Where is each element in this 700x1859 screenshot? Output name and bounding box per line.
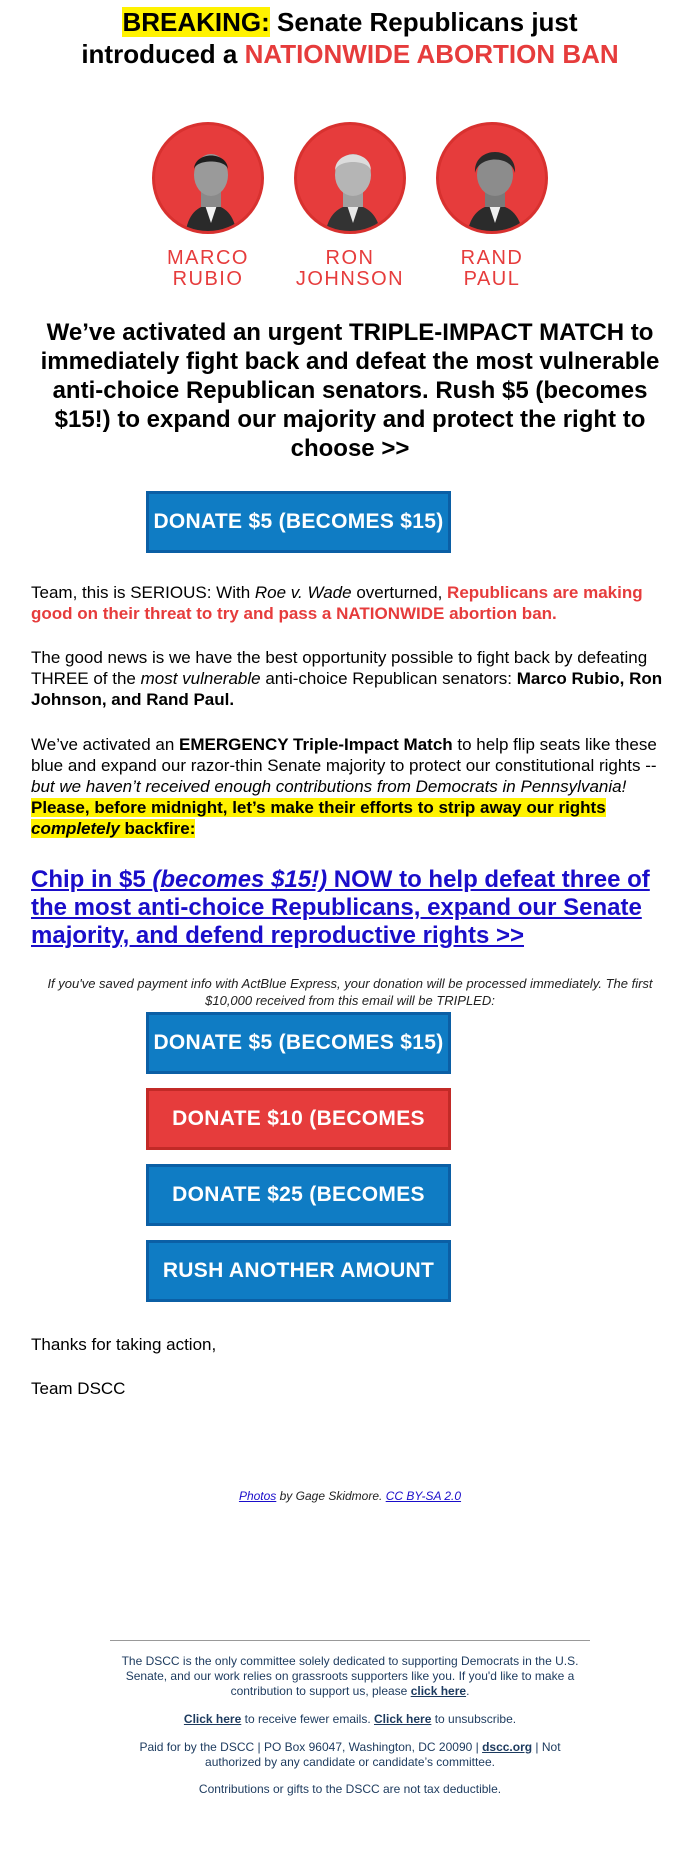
rubio-first-name: MARCO	[167, 247, 249, 269]
senator-rubio[interactable]	[148, 122, 268, 290]
roe-v-wade: Roe v. Wade	[254, 583, 352, 602]
paragraph-serious: Team, this is SERIOUS: With Roe v. Wade overturned, Republicans are making good on their threat to try and pass a NATIONWIDE abortion ban.	[31, 583, 643, 623]
highlighted-plea: Please, before midnight, let’s make their efforts to strip away our rights completely backfire:	[31, 798, 606, 838]
paul-first-name: RAND	[460, 247, 524, 269]
fewer-emails-link[interactable]: Click here	[183, 1712, 242, 1726]
donate-25-button[interactable]: DONATE $25 (BECOMES	[146, 1164, 451, 1226]
person-photo-icon	[439, 125, 548, 234]
paragraph-emergency: We’ve activated an EMERGENCY Triple-Impact Match to help flip seats like these blue and expand our razor-thin Senate majority to protect our constitutional rights -- but we haven’t received enough contributions from Democrats in Pennsylvania! Please, before midnight, let’s make their efforts to strip away our rights completely backfire:	[31, 735, 657, 838]
paragraph-opportunity: The good news is we have the best opportunity possible to fight back by defeating THREE of the most vulnerable anti-choice Republican senators: Marco Rubio, Ron Johnson, and Rand Paul.	[31, 648, 663, 709]
rubio-last-name: RUBIO	[172, 268, 244, 290]
footer-tax-note: Contributions or gifts to the DSCC are not tax deductible.	[198, 1782, 502, 1796]
johnson-last-name: JOHNSON	[295, 268, 405, 290]
johnson-portrait	[294, 122, 406, 234]
senator-johnson[interactable]	[290, 122, 410, 290]
person-photo-icon	[155, 125, 264, 234]
footer-divider	[110, 1640, 590, 1641]
person-photo-icon	[297, 125, 406, 234]
contribute-link[interactable]: click here	[410, 1684, 467, 1698]
photos-link[interactable]: Photos	[238, 1489, 277, 1503]
rubio-portrait	[152, 122, 264, 234]
footer-about: The DSCC is the only committee solely dedicated to supporting Democrats in the U.S. Senate, and our work relies on grassroots supporters like you. If you'd like to make a contribution to support us, please click here.	[121, 1654, 579, 1698]
chip-in-link[interactable]: Chip in $5 (becomes $15!) NOW to help defeat three of the most anti-choice Republicans, expand our Senate majority, and defend reproductive rights >>	[31, 866, 650, 949]
team-signature: Team DSCC	[31, 1379, 126, 1398]
paul-last-name: PAUL	[463, 268, 521, 290]
dscc-link[interactable]: dscc.org	[482, 1740, 533, 1754]
photo-credit: Photos by Gage Skidmore. CC BY-SA 2.0	[238, 1489, 462, 1503]
donate-10-button[interactable]: DONATE $10 (BECOMES	[146, 1088, 451, 1150]
headline	[0, 6, 700, 70]
donate-5-button-top[interactable]: DONATE $5 (BECOMES $15)	[146, 491, 451, 553]
footer-email-prefs: Click here to receive fewer emails. Click here to unsubscribe.	[183, 1712, 517, 1726]
headline-line2-prefix: introduced a	[81, 39, 245, 69]
footer-paid-for: Paid for by the DSCC | PO Box 96047, Washington, DC 20090 | dscc.org | Not authorized by any candidate or candidate’s committee.	[139, 1740, 561, 1769]
lede-paragraph[interactable]: We’ve activated an urgent TRIPLE-IMPACT MATCH to immediately fight back and defeat the most vulnerable anti-choice Republican senators. Rush $5 (becomes $15!) to expand our majority and protect the right to choose >>	[40, 319, 660, 462]
headline-ban-text: NATIONWIDE ABORTION BAN	[244, 39, 619, 69]
johnson-first-name: RON	[325, 247, 375, 269]
senator-names: Marco Rubio, Ron Johnson, and Rand Paul.	[31, 669, 663, 709]
senator-paul[interactable]	[432, 122, 552, 290]
breaking-label: BREAKING:	[122, 7, 270, 37]
unsubscribe-link[interactable]: Click here	[374, 1712, 432, 1726]
ban-warning: Republicans are making good on their threat to try and pass a NATIONWIDE abortion ban.	[31, 583, 643, 623]
license-link[interactable]: CC BY-SA 2.0	[385, 1489, 462, 1503]
paul-portrait	[436, 122, 548, 234]
donate-5-button[interactable]: DONATE $5 (BECOMES $15)	[146, 1012, 451, 1074]
senator-portraits	[0, 122, 700, 292]
rush-another-amount-button[interactable]: RUSH ANOTHER AMOUNT	[146, 1240, 451, 1302]
actblue-note: If you've saved payment info with ActBlue Express, your donation will be processed immediately. The first $10,000 received from this email will be TRIPLED:	[47, 976, 653, 1008]
thanks-text: Thanks for taking action,	[31, 1335, 217, 1354]
headline-line1: Senate Republicans just	[269, 7, 578, 37]
